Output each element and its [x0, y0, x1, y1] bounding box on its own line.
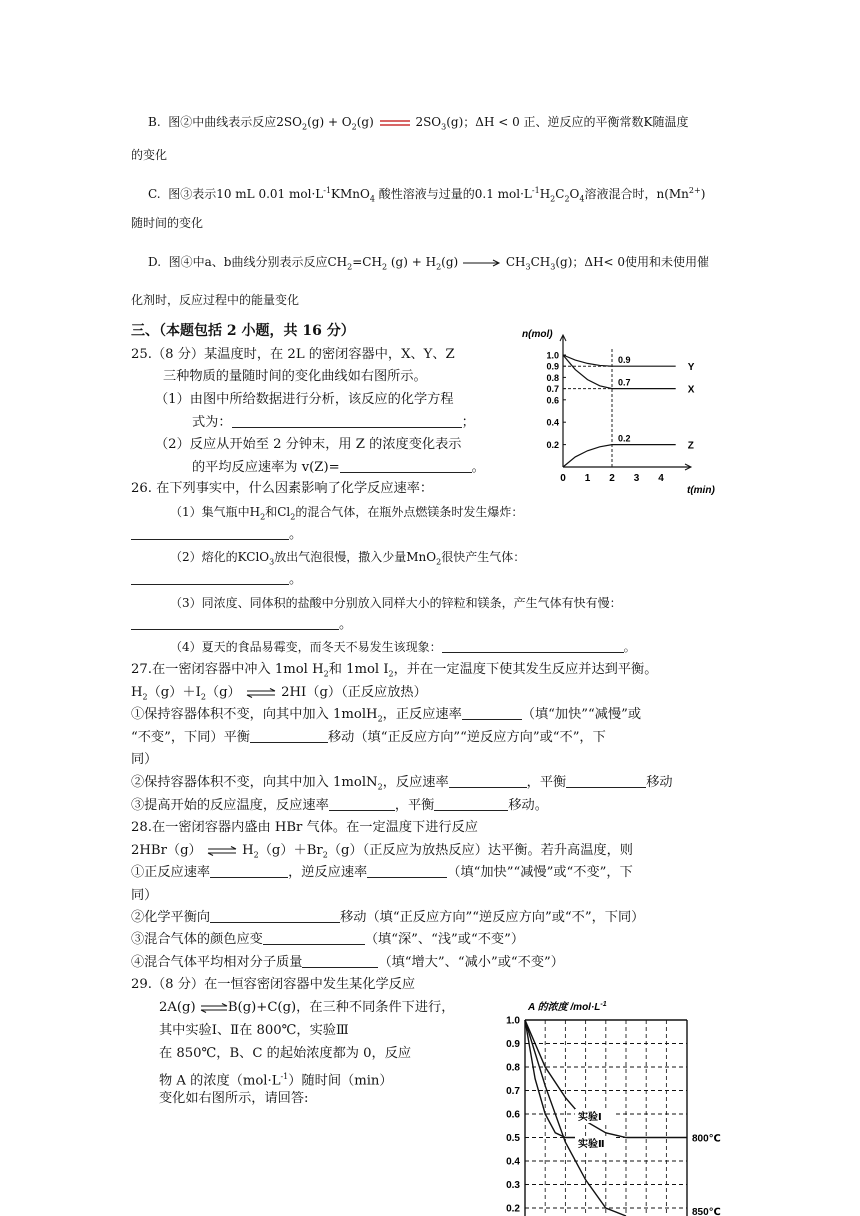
series-value-label: 0.2 [618, 433, 631, 444]
y-tick-label: 0.7 [506, 1086, 520, 1097]
answer-blank[interactable] [302, 954, 378, 968]
q28-s2: ②化学平衡向 移动（填“正反应方向”“逆反应方向”或“不”，下同） [131, 910, 645, 925]
x-tick-label: 3 [633, 473, 640, 484]
temp-800-label: 800℃ [692, 1133, 721, 1145]
exp2-label: 实验Ⅱ [578, 1139, 605, 1150]
reaction-arrow-icon [462, 258, 502, 268]
q27-s1-line3: 同） [131, 752, 158, 767]
option-c-line2: 随时间的变化 [131, 216, 204, 230]
q28-s4: ④混合气体平均相对分子质量 （填“增大”、“减小”或“不变”） [131, 955, 564, 970]
equilibrium-arrow-icon [206, 846, 238, 856]
chart1-ylabel: n(mol) [522, 329, 553, 340]
q25-line2: 三种物质的量随时间的变化曲线如右图所示。 [163, 369, 427, 384]
q29-line2: 2A(g) B(g)+C(g)，在三种不同条件下进行， [159, 1000, 455, 1015]
q25-line1: 25.（8 分）某温度时，在 2L 的密闭容器中，X、Y、Z [131, 347, 455, 362]
answer-blank[interactable] [340, 459, 472, 473]
series-value-label: 0.7 [618, 377, 631, 388]
answer-blank[interactable] [449, 774, 527, 788]
y-tick-label: 1.0 [546, 350, 559, 361]
q29-line4: 在 850℃，B、C 的起始浓度都为 0，反应 [159, 1046, 412, 1061]
series-line-Z [563, 445, 676, 467]
temp-850-label: 850℃ [692, 1207, 721, 1216]
chart-n-vs-t [515, 322, 725, 502]
series-name-label: X [687, 384, 695, 396]
answer-blank[interactable] [210, 864, 288, 878]
option-d-line2: 化剂时，反应过程中的能量变化 [131, 293, 300, 307]
q27-s1-line1: ①保持容器体积不变，向其中加入 1molH$_2$，正反应速率 （填“加快”“减慢”或 [131, 707, 642, 724]
q29-line3: 其中实验Ⅰ、Ⅱ在 800℃，实验Ⅲ [159, 1023, 349, 1038]
y-tick-label: 0.9 [506, 1039, 520, 1050]
x-tick-label: 1 [584, 473, 591, 484]
q27-line1: 27.在一密闭容器中冲入 1mol $H_2$和 1mol $I_2$，并在一定温度下使其发生反应并达到平衡。 [131, 662, 658, 679]
q25-line4: 式为： ； [192, 415, 475, 430]
x-tick-label: 0 [560, 473, 566, 484]
series-name-label: Y [687, 362, 695, 374]
option-d-line1: D. 图④中a、b曲线分别表示反应$CH_2=CH_2$ $(g) + H_2(g)$ $CH_3CH_3(g)$；ΔH< 0使用和未使用催 [148, 255, 710, 272]
series-name-label: Z [687, 440, 694, 452]
y-tick-label: 0.9 [546, 361, 559, 372]
q26-blank1: 。 [131, 526, 302, 544]
chart1-xlabel: t(min) [687, 485, 715, 496]
y-tick-label: 0.8 [506, 1062, 520, 1074]
q28-s1-line1: ①正反应速率 ，逆反应速率 （填“加快”“减慢”或“不变”，下 [131, 865, 633, 880]
q26-blank2: 。 [131, 571, 302, 589]
option-c-line1: C. 图③表示10 mL 0.01 $mol\cdot L^{-1}KMnO_4$ 酸性溶液与过量的0.1 $mol\cdot L^{-1}H_2C_2O_4$溶液混合时，$n(Mn^{2+})$ [148, 186, 706, 204]
answer-blank[interactable] [263, 931, 365, 945]
q29-line1: 29.（8 分）在一恒容密闭容器中发生某化学反应 [131, 977, 416, 992]
q26-part4: （4）夏天的食品易霉变，而冬天不易发生该现象： 。 [170, 640, 636, 654]
exp1-label: 实验Ⅰ [578, 1112, 602, 1123]
answer-blank[interactable] [566, 774, 646, 788]
equilibrium-arrow-icon [378, 118, 412, 128]
q28-s1-line2: 同） [131, 888, 158, 903]
y-tick-label: 1.0 [506, 1015, 520, 1027]
chart2-ylabel: A 的浓度 $/mol\cdot L^{-1}$ [528, 1001, 607, 1013]
answer-blank[interactable] [367, 864, 447, 878]
y-tick-label: 0.7 [546, 384, 559, 395]
answer-blank[interactable] [434, 797, 508, 811]
q28-s3: ③混合气体的颜色应变 （填“深”、“浅”或“不变”） [131, 932, 525, 947]
answer-blank[interactable] [131, 616, 339, 630]
answer-blank[interactable] [210, 909, 340, 923]
y-tick-label: 0.5 [506, 1133, 520, 1144]
option-b-line1: B. 图②中曲线表示反应$2SO_2(g) + O_2(g)$ $2SO_3(g)$；ΔH < 0 正、逆反应的平衡常数K随温度 [148, 115, 689, 132]
equilibrium-arrow-icon [245, 688, 277, 698]
y-tick-label: 0.4 [506, 1156, 520, 1168]
equilibrium-arrow-icon [200, 1003, 228, 1013]
y-tick-label: 0.8 [546, 372, 559, 383]
option-b-line2: 的变化 [131, 148, 168, 162]
q28-line1: 28.在一密闭容器内盛由 HBr 气体。在一定温度下进行反应 [131, 820, 478, 835]
section-3-heading: 三、（本题包括 2 小题，共 16 分） [131, 323, 355, 339]
q26-part3: （3）同浓度、同体积的盐酸中分别放入同样大小的锌粒和镁条，产生气体有快有慢： [170, 596, 622, 610]
y-tick-label: 0.2 [506, 1203, 520, 1215]
q29-line6: 变化如右图所示，请回答: [159, 1091, 309, 1106]
q25-line3: （1）由图中所给数据进行分析，该反应的化学方程 [155, 392, 454, 407]
q25-line6: 的平均反应速率为 v(Z)= 。 [192, 460, 485, 475]
answer-blank[interactable] [250, 729, 328, 743]
y-tick-label: 0.6 [546, 395, 559, 406]
q26-part1: （1）集气瓶中$H_2$和$Cl_2$的混合气体，在瓶外点燃镁条时发生爆炸： [170, 505, 524, 522]
q29-line5: 物 A 的浓度$(mol\cdot L^{-1})$随时间（min） [159, 1072, 393, 1089]
q26-blank3: 。 [131, 616, 352, 634]
y-tick-label: 0.6 [506, 1109, 520, 1121]
q25-line5: （2）反应从开始至 2 分钟末，用 Z 的浓度变化表示 [155, 437, 462, 452]
y-tick-label: 0.3 [506, 1180, 520, 1191]
q26-part2: （2）熔化的KClO$_3$放出气泡很慢，撒入少量MnO$_2$很快产生气体： [170, 550, 526, 567]
y-tick-label: 0.4 [546, 417, 559, 428]
q26-heading: 26. 在下列事实中，什么因素影响了化学反应速率： [131, 481, 434, 496]
chart-concentration-vs-time [490, 996, 750, 1216]
answer-blank[interactable] [329, 797, 395, 811]
q28-equation: 2HBr（g） $H_2(g)+Br_2(g)$（正反应为放热反应）达平衡。若升高温度，则 [131, 843, 633, 860]
answer-blank[interactable] [131, 526, 289, 540]
q27-s1-line2: “不变”，下同）平衡 移动（填“正反应方向”“逆反应方向”或“不”，下 [131, 730, 606, 745]
q27-equation: $H_2(g)+I_2(g)$ 2HI（g）（正反应放热） [131, 685, 427, 702]
answer-blank[interactable] [131, 571, 289, 585]
q27-s3: ③提高开始的反应温度，反应速率 ，平衡 移动。 [131, 798, 548, 813]
q27-s2: ②保持容器体积不变，向其中加入 1molN$_2$，反应速率 ，平衡 移动 [131, 775, 673, 792]
answer-blank[interactable] [442, 639, 624, 653]
x-tick-label: 2 [609, 473, 615, 484]
answer-blank[interactable] [462, 706, 522, 720]
x-tick-label: 4 [658, 473, 664, 484]
answer-blank[interactable] [232, 414, 462, 428]
y-tick-label: 0.2 [546, 440, 559, 451]
series-value-label: 0.9 [618, 355, 631, 366]
